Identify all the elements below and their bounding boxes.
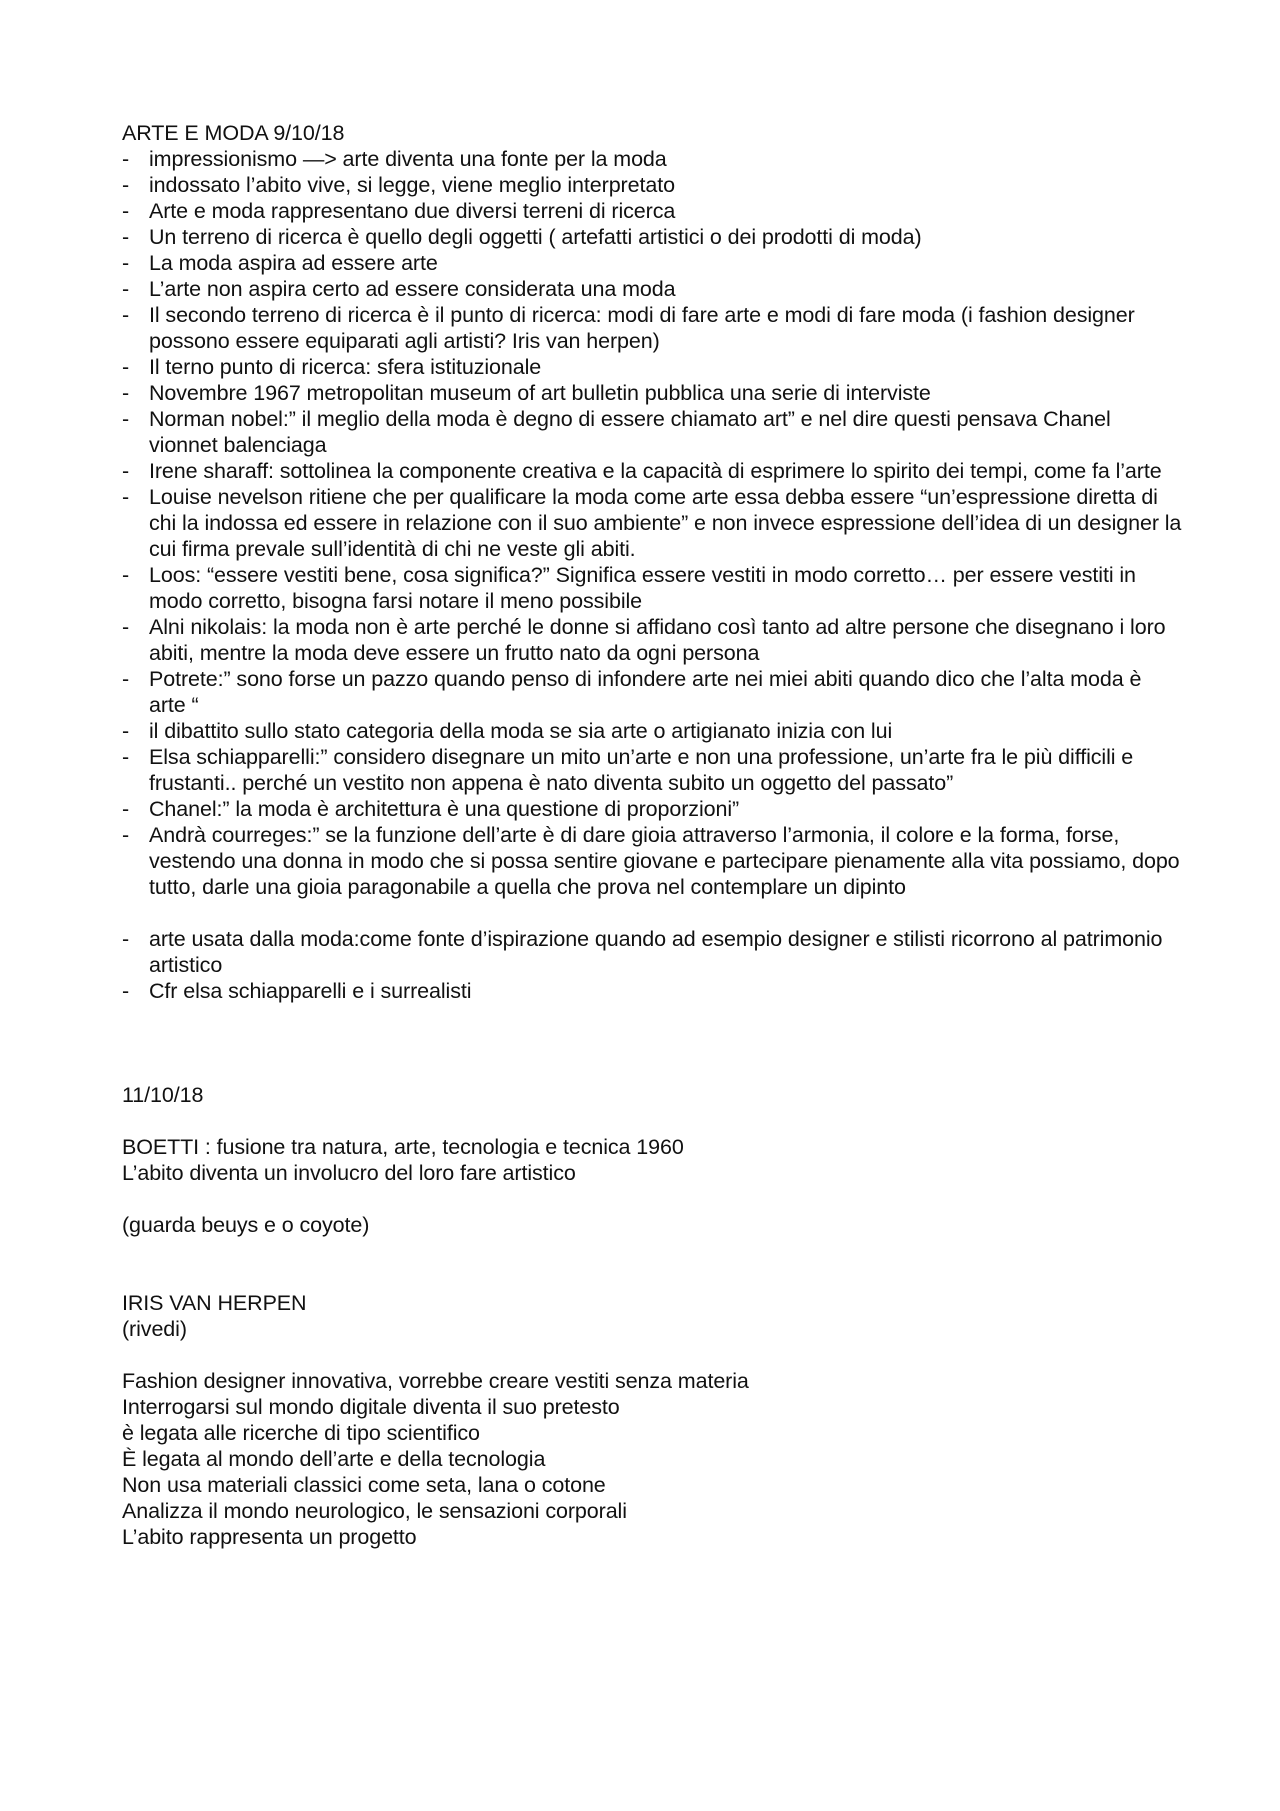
list-item: - impressionismo —> arte diventa una fonte per la moda (122, 146, 1182, 172)
note-text: (guarda beuys e o coyote) (122, 1213, 370, 1237)
list-item: - Norman nobel:” il meglio della moda è degno di essere chiamato art” e nel dire questi pensava Chanel vionnet balenciaga (122, 406, 1182, 458)
list-item: - Il secondo terreno di ricerca è il punto di ricerca: modi di fare arte e modi di fare moda (i fashion designer possono essere equiparati agli artisti? Iris van herpen) (122, 302, 1182, 354)
spacer (122, 900, 1182, 926)
list-item: - arte usata dalla moda:come fonte d’ispirazione quando ad esempio designer e stilisti ricorrono al patrimonio artistico (122, 926, 1182, 978)
spacer (122, 1342, 1182, 1368)
list-item: - Un terreno di ricerca è quello degli oggetti ( artefatti artistici o dei prodotti di moda) (122, 224, 1182, 250)
iris-line: Interrogarsi sul mondo digitale diventa il suo pretesto (122, 1395, 620, 1419)
iris-line: È legata al mondo dell’arte e della tecnologia (122, 1447, 546, 1471)
boetti-line-2: L’abito diventa un involucro del loro fare artistico (122, 1161, 576, 1185)
list-item: - Novembre 1967 metropolitan museum of art bulletin pubblica una serie di interviste (122, 380, 1182, 406)
list-item: - Il terno punto di ricerca: sfera istituzionale (122, 354, 1182, 380)
spacer (122, 1108, 1182, 1134)
section-heading: IRIS VAN HERPEN (122, 1291, 307, 1315)
list-item: - Arte e moda rappresentano due diversi terreni di ricerca (122, 198, 1182, 224)
bullet-list-secondary (122, 926, 1182, 1004)
document-content (122, 120, 1182, 1550)
section-date: 11/10/18 (122, 1083, 204, 1107)
page-title: ARTE E MODA 9/10/18 (122, 121, 345, 145)
iris-line: L’abito rappresenta un progetto (122, 1525, 417, 1549)
list-item: - Chanel:” la moda è architettura è una questione di proporzioni” (122, 796, 1182, 822)
list-item: - La moda aspira ad essere arte (122, 250, 1182, 276)
list-item: - Alni nikolais: la moda non è arte perché le donne si affidano così tanto ad altre persone che disegnano i loro abiti, mentre la moda deve essere un frutto nato da ogni persona (122, 614, 1182, 666)
list-item: - Andrà courreges:” se la funzione dell’arte è di dare gioia attraverso l’armonia, il colore e la forma, forse, vestendo una donna in modo che si possa sentire giovane e partecipare pienamente alla vita possiamo, dopo tutto, darle una gioia paragonabile a quella che prova nel contemplare un dipinto (122, 822, 1182, 900)
list-item: - Irene sharaff: sottolinea la componente creativa e la capacità di esprimere lo spirito dei tempi, come fa l’arte (122, 458, 1182, 484)
spacer (122, 1186, 1182, 1212)
list-item: - Louise nevelson ritiene che per qualificare la moda come arte essa debba essere “un’espressione diretta di chi la indossa ed essere in relazione con il suo ambiente” e non invece espressione dell’idea di un designer la cui firma prevale sull’identità di chi ne veste gli abiti. (122, 484, 1182, 562)
list-item: - Loos: “essere vestiti bene, cosa significa?” Significa essere vestiti in modo corretto… per essere vestiti in modo corretto, bisogna farsi notare il meno possibile (122, 562, 1182, 614)
list-item: - Cfr elsa schiapparelli e i surrealisti (122, 978, 1182, 1004)
spacer (122, 1004, 1182, 1082)
iris-line: Non usa materiali classici come seta, lana o cotone (122, 1473, 606, 1497)
list-item: - il dibattito sullo stato categoria della moda se sia arte o artigianato inizia con lui (122, 718, 1182, 744)
list-item: - Elsa schiapparelli:” considero disegnare un mito un’arte e non una professione, un’arte fra le più difficili e frustanti.. perché un vestito non appena è nato diventa subito un oggetto del passato” (122, 744, 1182, 796)
list-item: - indossato l’abito vive, si legge, viene meglio interpretato (122, 172, 1182, 198)
bullet-list-main (122, 146, 1182, 900)
spacer (122, 1238, 1182, 1290)
section-subheading: (rivedi) (122, 1317, 187, 1341)
boetti-line-1: BOETTI : fusione tra natura, arte, tecnologia e tecnica 1960 (122, 1135, 684, 1159)
iris-line: Fashion designer innovativa, vorrebbe creare vestiti senza materia (122, 1369, 749, 1393)
iris-line: Analizza il mondo neurologico, le sensazioni corporali (122, 1499, 627, 1523)
list-item: - L’arte non aspira certo ad essere considerata una moda (122, 276, 1182, 302)
iris-line: è legata alle ricerche di tipo scientifico (122, 1421, 480, 1445)
list-item: - Potrete:” sono forse un pazzo quando penso di infondere arte nei miei abiti quando dico che l’alta moda è arte “ (122, 666, 1182, 718)
